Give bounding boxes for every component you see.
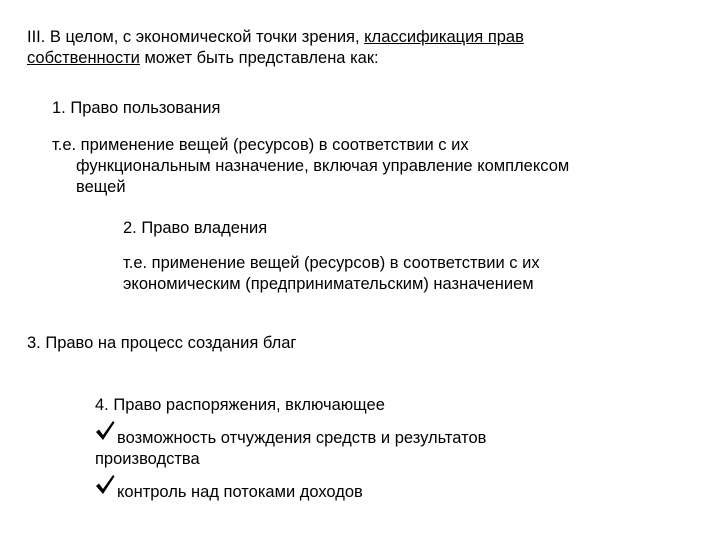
title-underlined-1: классификация прав bbox=[364, 28, 524, 46]
title-text-2: может быть представлена как: bbox=[139, 49, 379, 67]
checkmark-icon bbox=[95, 474, 115, 496]
item-4-bullet-1-line-1: возможность отчуждения средств и результатов bbox=[117, 429, 487, 447]
checkmark-icon bbox=[95, 420, 115, 442]
title-text-1: III. В целом, с экономической точки зрения, bbox=[27, 28, 365, 46]
page-title-line-2 bbox=[27, 48, 379, 68]
item-1-desc-line-2: функциональным назначение, включая управление комплексом bbox=[76, 157, 570, 175]
item-4-bullet-2: контроль над потоками доходов bbox=[117, 483, 363, 501]
item-1-heading: 1. Право пользования bbox=[52, 99, 221, 117]
item-2-desc-line-1: т.е. применение вещей (ресурсов) в соответствии с их bbox=[123, 254, 540, 272]
item-4-heading: 4. Право распоряжения, включающее bbox=[95, 396, 385, 414]
item-2-heading: 2. Право владения bbox=[123, 219, 268, 237]
item-1-desc-line-3: вещей bbox=[76, 178, 126, 196]
item-3-heading: 3. Право на процесс создания благ bbox=[27, 334, 297, 352]
item-1-desc-line-1: т.е. применение вещей (ресурсов) в соответствии с их bbox=[52, 136, 469, 154]
item-4-bullet-1-line-2: производства bbox=[95, 450, 200, 468]
item-2-desc-line-2: экономическим (предпринимательским) назначением bbox=[123, 275, 534, 293]
page-title-line-1 bbox=[27, 27, 524, 47]
title-underlined-2: собственности bbox=[27, 49, 140, 67]
